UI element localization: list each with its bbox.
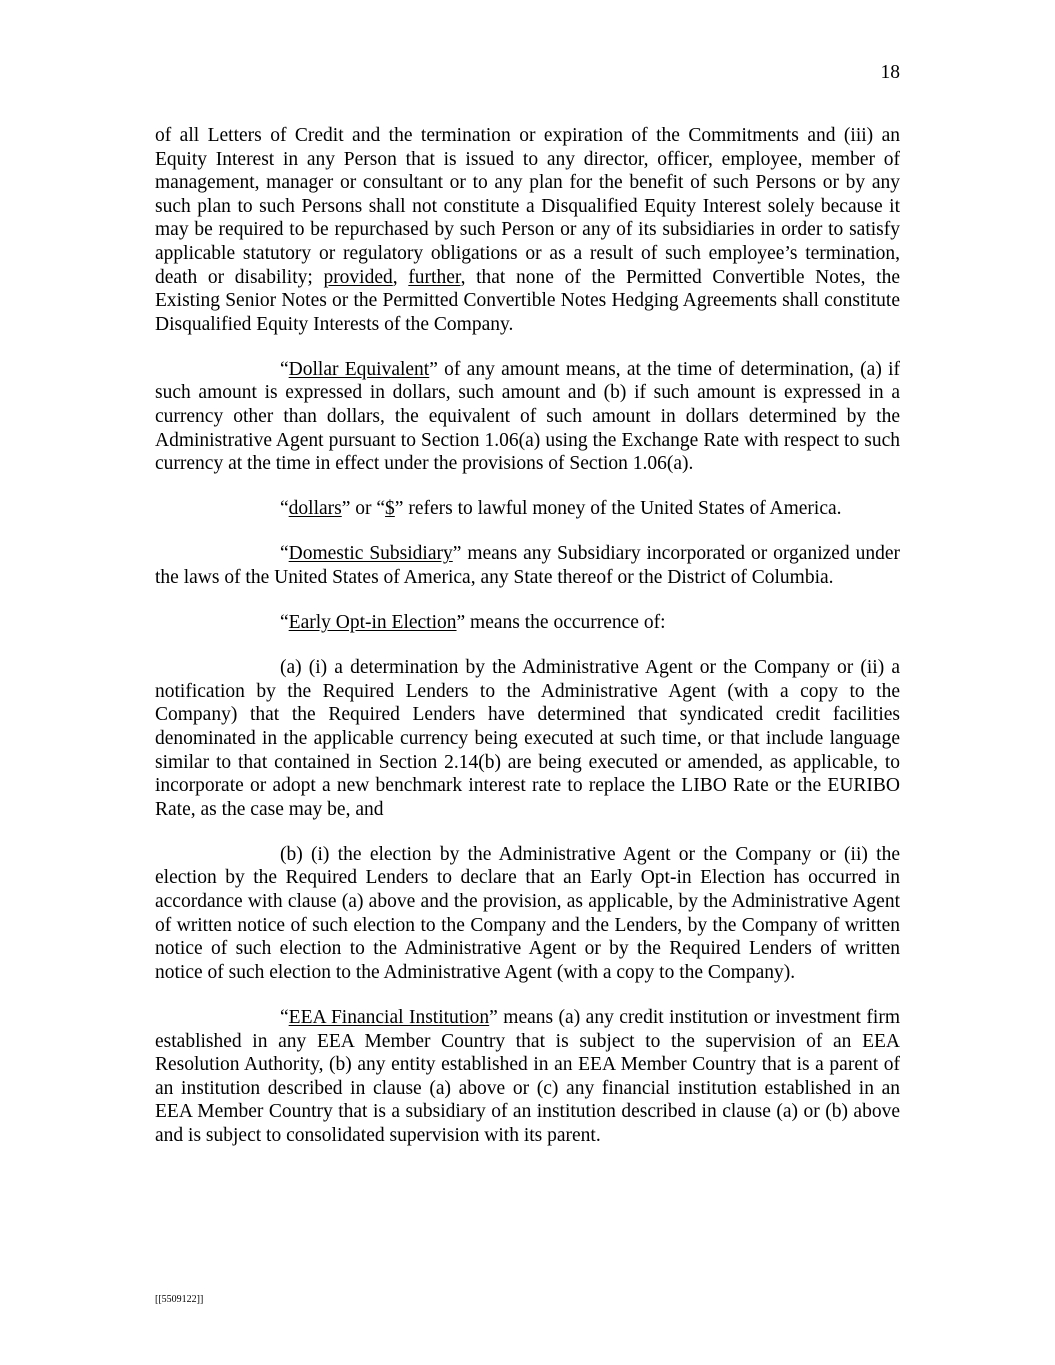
defined-term: further bbox=[408, 266, 461, 288]
page-number: 18 bbox=[880, 62, 900, 83]
text-segment: of all Letters of Credit and the termination or expiration of the Commitments and (iii) an Equity Interest in any Person that is issued to any director, officer, employee, member of management, manager or consultant or to any plan for the benefit of such Persons or by any such plan to such Persons shall not constitute a Disqualified Equity Interest solely because it may be required to be repurchased by such Person or any of its subsidiaries in order to satisfy applicable statutory or regulatory obligations or as a result of such employee’s termination, death or disability; bbox=[155, 125, 900, 288]
text-segment: (b) (i) the election by the Administrative Agent or the Company or (ii) the election by the Required Lenders to declare that an Early Opt-in Election has occurred in accordance with clause (a) above and the provision, as applicable, by the Administrative Agent of written notice of such election to the Company and the Lenders, by the Company of written notice of such election to the Administrative Agent or by the Required Lenders of written notice of such election to the Administrative Agent (with a copy to the Company). bbox=[155, 843, 900, 983]
text-segment: , that none of the Permitted Convertible Notes, the Existing Senior Notes or the Permitted Convertible Notes Hedging Agreements shall constitute Disqualified Equity Interests of the Company. bbox=[155, 266, 900, 335]
text-segment: , bbox=[392, 266, 409, 288]
defined-term: $ bbox=[385, 498, 395, 520]
text-segment: “ bbox=[280, 498, 289, 520]
text-segment: ” means any Subsidiary incorporated or organized under the laws of the United States of America, any State thereof or the District of Columbia. bbox=[155, 543, 901, 588]
text-segment: “ bbox=[280, 1006, 289, 1028]
paragraph bbox=[155, 542, 900, 589]
text-segment: ” of any amount means, at the time of determination, (a) if such amount is expressed in dollars, such amount and (b) if such amount is expressed in a currency other than dollars, the equivalent of such amount in dollars determined by the Administrative Agent pursuant to Section 1.06(a) using the Exchange Rate with respect to such currency at the time in effect under the provisions of Section 1.06(a). bbox=[155, 358, 901, 475]
paragraph bbox=[155, 124, 900, 336]
defined-term: Early Opt-in Election bbox=[288, 612, 457, 634]
paragraph bbox=[155, 1006, 900, 1148]
document-body bbox=[155, 124, 900, 1169]
paragraph bbox=[155, 497, 900, 521]
text-segment: “ bbox=[280, 358, 289, 380]
text-segment: ” means (a) any credit institution or investment firm established in any EEA Member Country that is subject to the supervision of an EEA Resolution Authority, (b) any entity established in an EEA Member Country that is a parent of an institution described in clause (a) above or (c) any financial institution established in an EEA Member Country that is a subsidiary of an institution described in clause (a) or (b) above and is subject to consolidated supervision with its parent. bbox=[155, 1006, 900, 1146]
defined-term: Dollar Equivalent bbox=[288, 358, 430, 380]
text-segment: ” means the occurrence of: bbox=[456, 612, 666, 634]
document-id-footer: [[5509122]] bbox=[155, 1294, 204, 1305]
text-segment: ” refers to lawful money of the United States of America. bbox=[394, 498, 842, 520]
text-segment: ” or “ bbox=[341, 498, 386, 520]
defined-term: EEA Financial Institution bbox=[288, 1006, 490, 1028]
paragraph bbox=[155, 843, 900, 985]
text-segment: (a) (i) a determination by the Administrative Agent or the Company or (ii) a notification by the Required Lenders to the Administrative Agent (with a copy to the Company) that the Required Lenders have determined that syndicated credit facilities denominated in the applicable currency being executed at such time, or that include language similar to that contained in Section 2.14(b) are being executed or amended, as applicable, to incorporate or adopt a new benchmark interest rate to replace the LIBO Rate or the EURIBO Rate, as the case may be, and bbox=[155, 657, 900, 820]
text-segment: “ bbox=[280, 543, 289, 565]
defined-term: dollars bbox=[288, 498, 342, 520]
defined-term: Domestic Subsidiary bbox=[288, 543, 453, 565]
paragraph bbox=[155, 611, 900, 635]
paragraph bbox=[155, 358, 900, 476]
defined-term: provided bbox=[323, 266, 393, 288]
paragraph bbox=[155, 656, 900, 821]
text-segment: “ bbox=[280, 612, 289, 634]
